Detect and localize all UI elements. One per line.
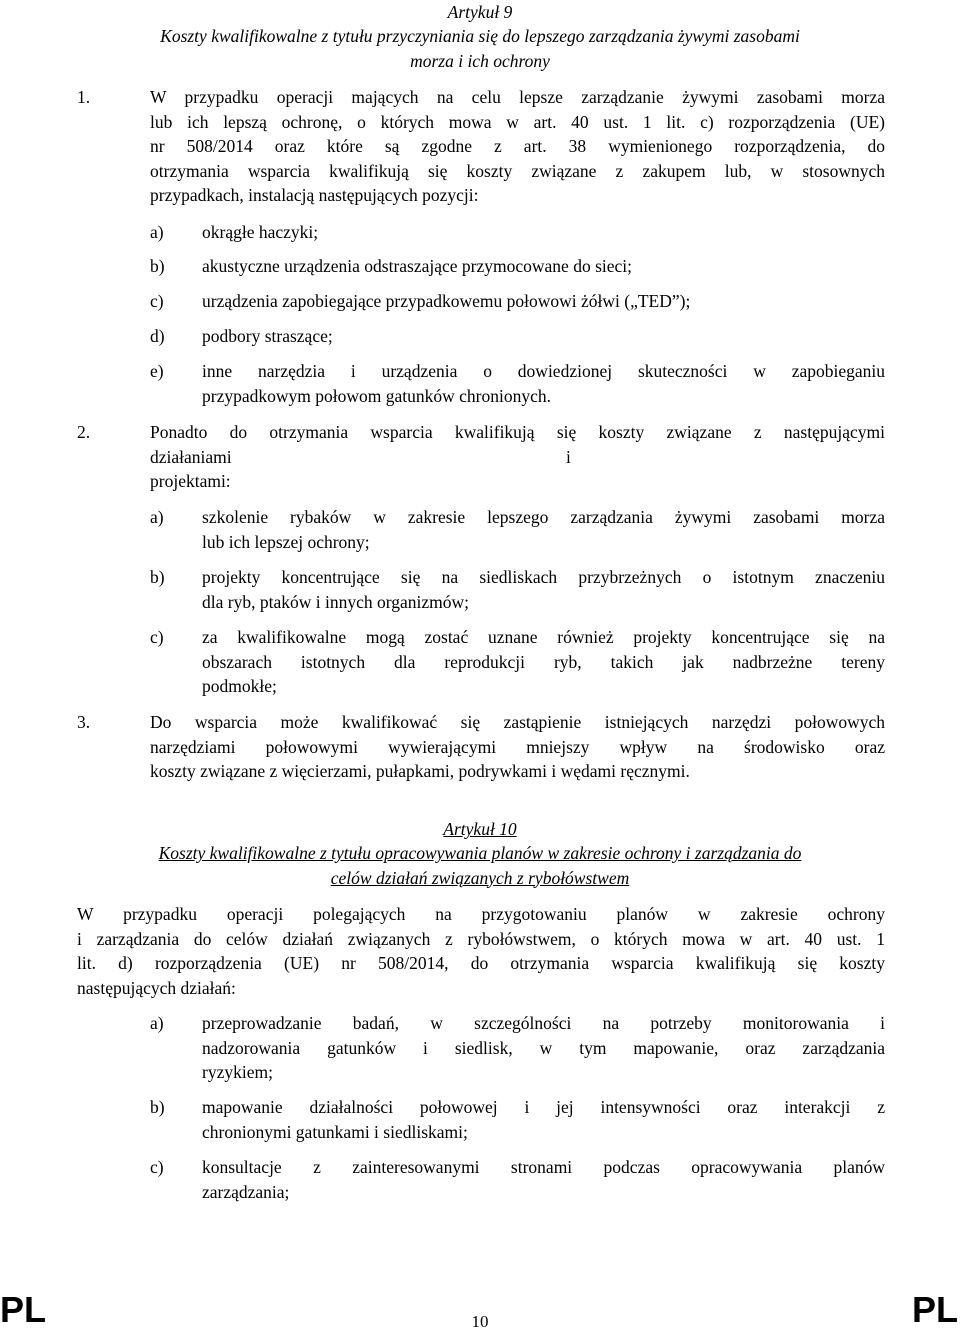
article-10-intro-line-4: następujących działań: bbox=[77, 977, 236, 998]
list-item-line-2: lub ich lepszej ochrony; bbox=[202, 531, 370, 552]
paragraph-2-line-1: Ponadto do otrzymania wsparcia kwalifikują się koszty związane z następującymi bbox=[150, 422, 885, 442]
page-number: 10 bbox=[471, 1312, 489, 1331]
list-item-label: a) bbox=[150, 507, 164, 527]
list-item-label: a) bbox=[150, 222, 164, 242]
article-10-title-line-1: Koszty kwalifikowalne z tytułu opracowywania planów w zakresie ochrony i zarządzania do bbox=[158, 843, 802, 863]
list-item-line-2: zarządzania; bbox=[202, 1181, 290, 1202]
footer-language-mark-right: PL bbox=[911, 1289, 958, 1330]
list-item-line-3: podmokłe; bbox=[202, 676, 277, 696]
paragraph-1-line-3: nr 508/2014 oraz które są zgodne z art. 38 wymienionego rozporządzenia, do bbox=[150, 136, 885, 156]
paragraph-2-line-2: działaniami i projektami: bbox=[150, 446, 571, 491]
list-item-line-1: przeprowadzanie badań, w szczególności na potrzeby monitorowania i bbox=[202, 1013, 885, 1033]
paragraph-3-line-1: Do wsparcia może kwalifikować się zastąpienie istniejących narzędzi połowowych bbox=[150, 712, 885, 732]
article-10-heading-text: Artykuł 10 bbox=[443, 819, 517, 839]
article-10-intro bbox=[77, 902, 885, 1000]
list-item bbox=[202, 1155, 885, 1204]
list-item-label: d) bbox=[150, 326, 165, 346]
article-9-title-line-1: Koszty kwalifikowalne z tytułu przyczyniania się do lepszego zarządzania żywymi zasobami bbox=[160, 26, 800, 46]
list-item bbox=[202, 359, 885, 408]
list-item-label: c) bbox=[150, 627, 164, 647]
list-item-line-1: szkolenie rybaków w zakresie lepszego zarządzania żywymi zasobami morza bbox=[202, 507, 885, 527]
list-item: akustyczne urządzenia odstraszające przymocowane do sieci; bbox=[202, 256, 632, 276]
paragraph-2-number: 2. bbox=[77, 422, 91, 442]
list-item: okrągłe haczyki; bbox=[202, 222, 319, 242]
paragraph-1-line-5: przypadkach, instalacją następujących pozycji: bbox=[150, 185, 479, 205]
paragraph-1-number: 1. bbox=[77, 87, 91, 107]
paragraph-3-line-3: koszty związane z więcierzami, pułapkami, podrywkami i wędami ręcznymi. bbox=[150, 761, 690, 781]
article-9-title bbox=[0, 24, 960, 73]
list-item-line-1: projekty koncentrujące się na siedliskach przybrzeżnych o istotnym znaczeniu bbox=[202, 567, 885, 587]
list-item-line-2: nadzorowania gatunków i siedlisk, w tym mapowanie, oraz zarządzania bbox=[202, 1037, 885, 1058]
list-item-line-1: mapowanie działalności połowowej i jej intensywności oraz interakcji z bbox=[202, 1097, 885, 1117]
list-item bbox=[202, 1011, 885, 1085]
article-9-heading: Artykuł 9 bbox=[447, 2, 513, 22]
article-10-intro-line-3: lit. d) rozporządzenia (UE) nr 508/2014, do otrzymania wsparcia kwalifikują się koszty bbox=[77, 953, 885, 973]
list-item-label: b) bbox=[150, 567, 165, 587]
list-item-line-3: ryzykiem; bbox=[202, 1062, 273, 1082]
paragraph-2 bbox=[150, 420, 885, 494]
list-item-label: c) bbox=[150, 1157, 164, 1177]
article-9-title-line-2: morza i ich ochrony bbox=[410, 50, 550, 71]
article-10-title bbox=[0, 841, 960, 890]
list-item-line-2: chronionymi gatunkami i siedliskami; bbox=[202, 1121, 468, 1142]
list-item-label: b) bbox=[150, 1097, 165, 1117]
list-item-line-2: obszarach istotnych dla reprodukcji ryb, takich jak nadbrzeżne tereny bbox=[202, 651, 885, 672]
list-item-label: e) bbox=[150, 361, 164, 381]
list-item: podbory straszące; bbox=[202, 326, 333, 346]
list-item bbox=[202, 1095, 885, 1144]
list-item-label: a) bbox=[150, 1013, 164, 1033]
list-item bbox=[202, 565, 885, 614]
footer-language-mark-left: PL bbox=[0, 1289, 47, 1330]
list-item-line-1: inne narzędzia i urządzenia o dowiedzionej skuteczności w zapobieganiu bbox=[202, 361, 885, 381]
paragraph-1-line-2: lub ich lepszą ochronę, o których mowa w art. 40 ust. 1 lit. c) rozporządzenia (UE) bbox=[150, 111, 885, 132]
article-10-title-line-2: celów działań związanych z rybołówstwem bbox=[330, 867, 630, 888]
paragraph-3 bbox=[150, 710, 885, 784]
list-item-label: b) bbox=[150, 256, 165, 276]
paragraph-3-line-2: narzędziami połowowymi wywierającymi mniejszy wpływ na środowisko oraz bbox=[150, 736, 885, 757]
list-item: urządzenia zapobiegające przypadkowemu połowowi żółwi („TED”); bbox=[202, 291, 691, 311]
article-10-intro-line-1: W przypadku operacji polegających na przygotowaniu planów w zakresie ochrony bbox=[77, 904, 885, 924]
list-item-line-1: za kwalifikowalne mogą zostać uznane również projekty koncentrujące się na bbox=[202, 627, 885, 647]
list-item bbox=[202, 505, 885, 554]
paragraph-3-number: 3. bbox=[77, 712, 91, 732]
paragraph-1-line-1: W przypadku operacji mających na celu lepsze zarządzanie żywymi zasobami morza bbox=[150, 87, 885, 107]
list-item-line-2: dla ryb, ptaków i innych organizmów; bbox=[202, 591, 469, 612]
paragraph-1-cont bbox=[150, 134, 885, 208]
paragraph-1-line-4: otrzymania wsparcia kwalifikują się koszty związane z zakupem lub, w stosownych bbox=[150, 160, 885, 181]
list-item-line-2: przypadkowym połowom gatunków chronionych. bbox=[202, 385, 551, 406]
list-item-label: c) bbox=[150, 291, 164, 311]
paragraph-1 bbox=[150, 85, 885, 134]
article-10-heading bbox=[0, 817, 960, 842]
list-item-line-1: konsultacje z zainteresowanymi stronami podczas opracowywania planów bbox=[202, 1157, 885, 1177]
list-item bbox=[202, 625, 885, 699]
article-10-intro-line-2: i zarządzania do celów działań związanych z rybołówstwem, o których mowa w art. 40 ust. 1 bbox=[77, 928, 885, 949]
